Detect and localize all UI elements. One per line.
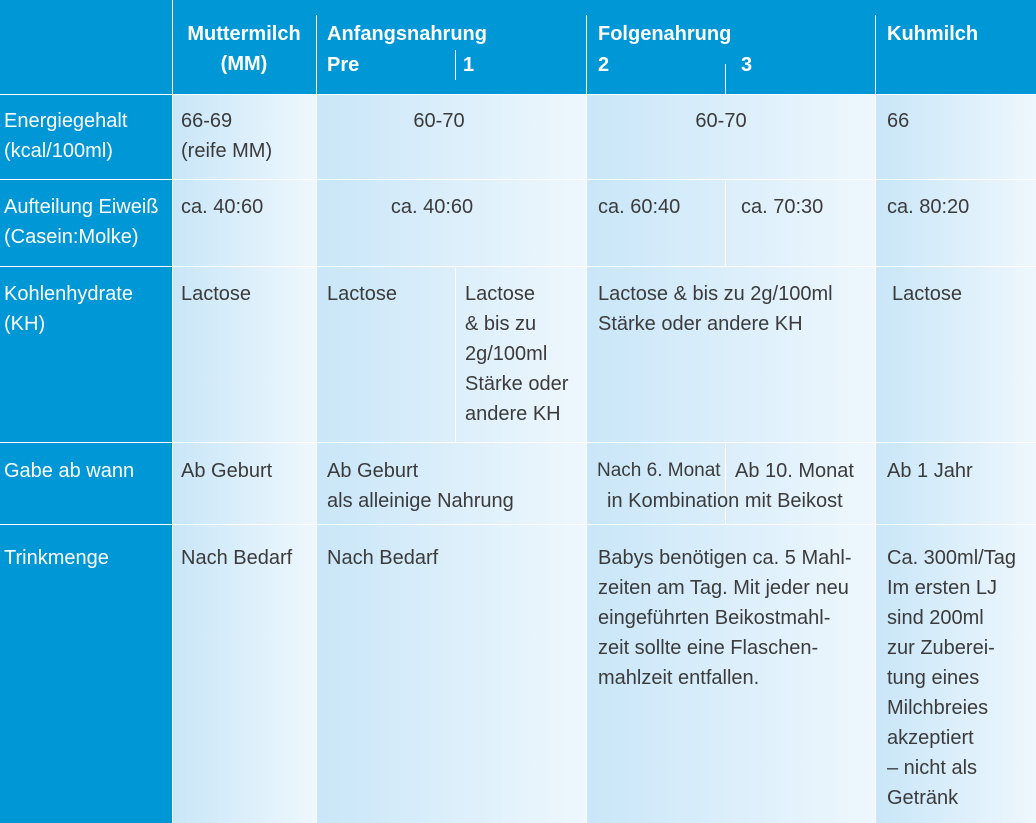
cell-kh-kuhmilch: Lactose: [892, 283, 963, 305]
cell-trink-folgenahrung: Babys benötigen ca. 5 Mahl- zeiten am Tag. Mit jeder neu eingeführten Beikostmahl- zeit sollte eine Flaschen- mahlzeit entfallen.: [598, 547, 852, 689]
cell-kh-folgenahrung: Lactose & bis zu 2g/100ml Stärke oder andere KH: [598, 283, 833, 335]
cell-energie-kuhmilch: 66: [887, 110, 910, 132]
cell-energie-folgenahrung: 60-70: [695, 110, 747, 132]
row-label-kohlenhydrate: Kohlenhydrate (KH): [4, 283, 133, 335]
row-divider: [0, 179, 1036, 180]
row-divider: [0, 442, 1036, 443]
row-label-energiegehalt: Energiegehalt (kcal/100ml): [4, 110, 128, 162]
row-label-eiweiss: Aufteilung Eiweiß (Casein:Molke): [4, 196, 159, 248]
cell-kh-muttermilch: Lactose: [181, 283, 252, 305]
cell-gabe-folgenahrung-kombination: in Kombination mit Beikost: [607, 490, 843, 512]
column-divider: [172, 0, 173, 823]
cell-energie-anfangsnahrung: 60-70: [413, 110, 465, 132]
cell-kh-pre: Lactose: [327, 283, 398, 305]
cell-trink-anfangsnahrung: Nach Bedarf: [327, 547, 439, 569]
row-divider: [0, 94, 1036, 95]
header-row: [0, 0, 1036, 94]
cell-eiweiss-kuhmilch: ca. 80:20: [887, 196, 970, 218]
cell-trink-muttermilch: Nach Bedarf: [181, 547, 293, 569]
cell-gabe-anfangsnahrung: Ab Geburt als alleinige Nahrung: [327, 460, 514, 512]
header-anfangsnahrung: Anfangsnahrung: [327, 23, 487, 45]
cell-eiweiss-anfangsnahrung: ca. 40:60: [390, 196, 474, 218]
cell-eiweiss-folgenahrung-2: ca. 60:40: [598, 196, 681, 218]
cell-gabe-kuhmilch: Ab 1 Jahr: [887, 460, 973, 482]
column-divider: [586, 15, 587, 823]
header-muttermilch: Muttermilch (MM): [187, 23, 301, 75]
header-anfangsnahrung-1: 1: [463, 54, 475, 76]
column-divider: [875, 15, 876, 823]
subcolumn-divider: [455, 268, 456, 442]
cell-gabe-folgenahrung-2: Nach 6. Monat: [597, 460, 721, 481]
cell-eiweiss-folgenahrung-3: ca. 70:30: [741, 196, 824, 218]
cell-gabe-folgenahrung-3: Ab 10. Monat: [735, 460, 854, 482]
header-kuhmilch: Kuhmilch: [887, 23, 979, 45]
header-folgenahrung-2: 2: [598, 54, 610, 76]
row-divider: [0, 266, 1036, 267]
cell-kh-anfangsnahrung-1: Lactose & bis zu 2g/100ml Stärke oder andere KH: [465, 283, 569, 425]
header-folgenahrung-3: 3: [741, 54, 753, 76]
subcolumn-divider: [725, 64, 726, 94]
cell-gabe-muttermilch: Ab Geburt: [181, 460, 273, 482]
cell-eiweiss-muttermilch: ca. 40:60: [181, 196, 264, 218]
row-label-gabe: Gabe ab wann: [4, 460, 135, 482]
header-folgenahrung: Folgenahrung: [598, 23, 732, 45]
cell-energie-muttermilch: 66-69 (reife MM): [181, 110, 273, 162]
column-divider: [316, 15, 317, 823]
header-anfangsnahrung-pre: Pre: [327, 54, 360, 76]
subcolumn-divider: [455, 50, 456, 80]
subcolumn-divider: [725, 181, 726, 266]
cell-trink-kuhmilch: Ca. 300ml/Tag Im ersten LJ sind 200ml zur Zuberei- tung eines Milchbreies akzeptiert – nicht als Getränk: [887, 547, 1016, 809]
row-divider: [0, 524, 1036, 525]
row-label-trinkmenge: Trinkmenge: [4, 547, 109, 569]
